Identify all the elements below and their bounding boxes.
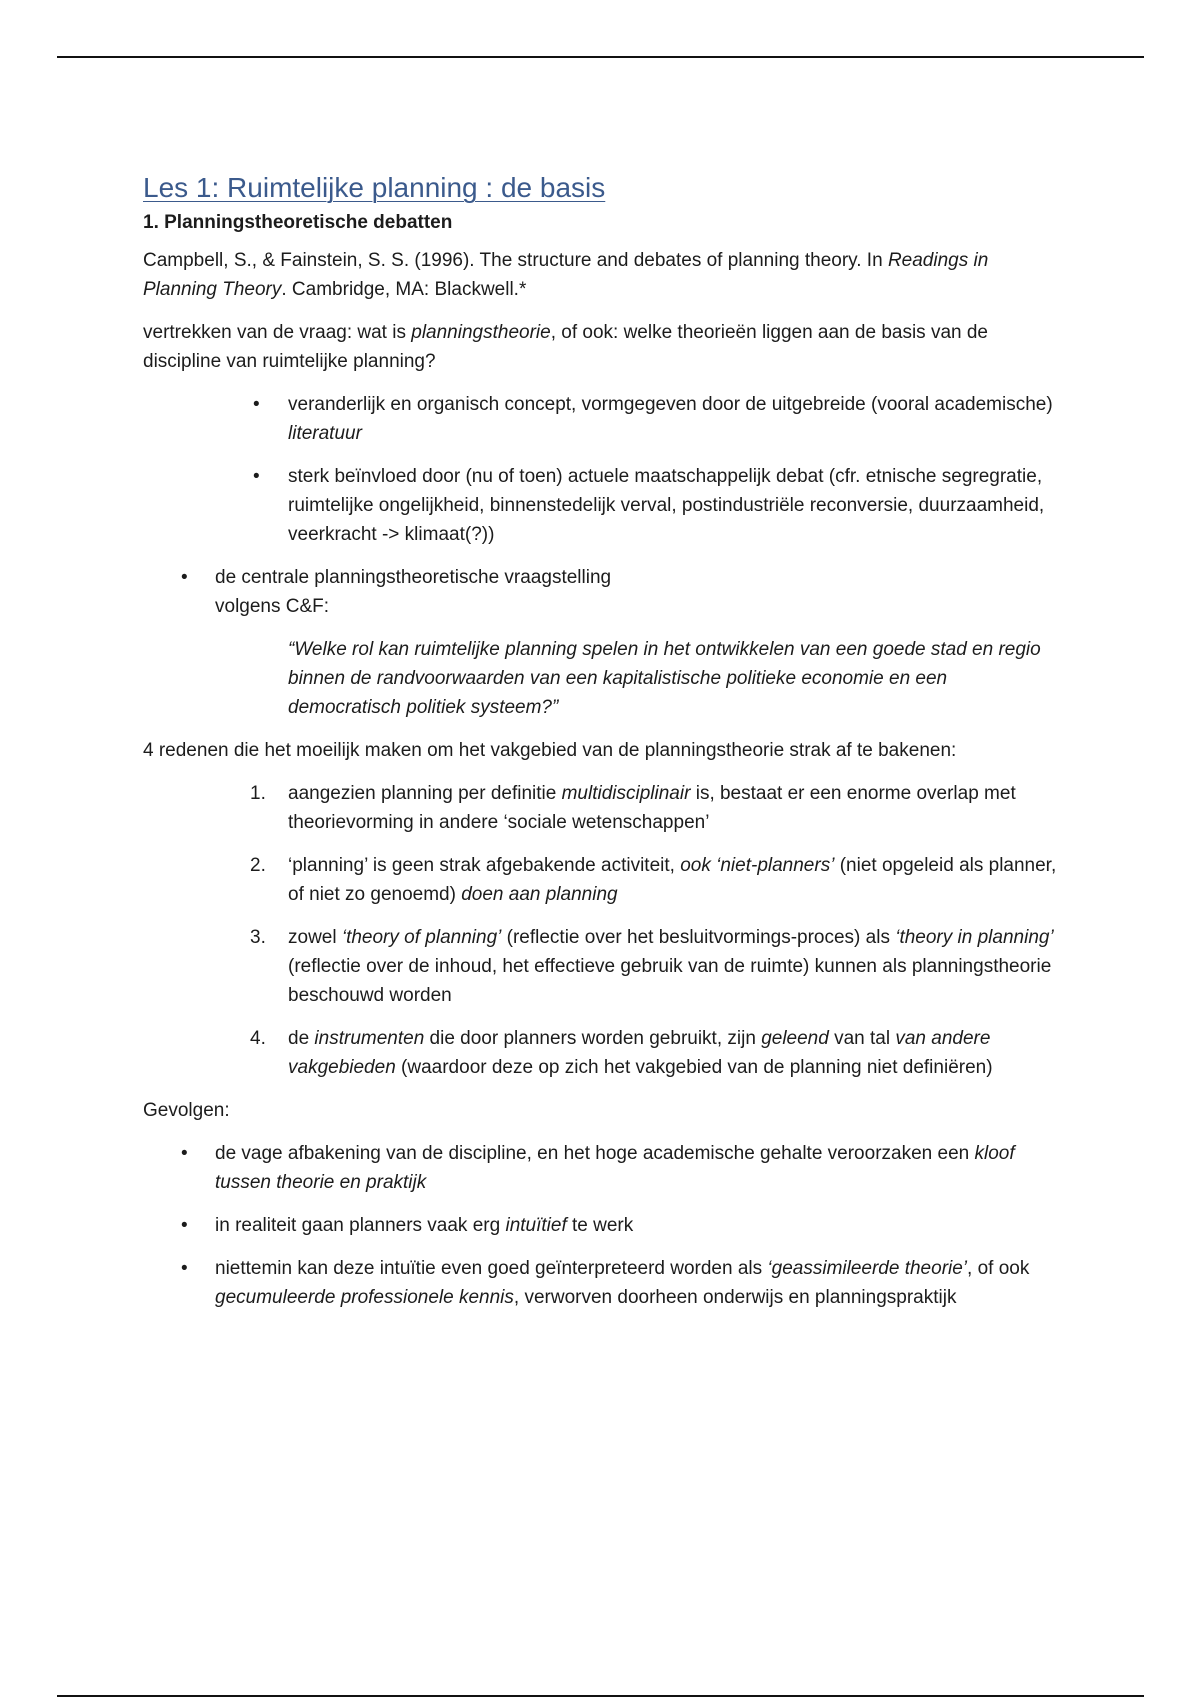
reason-item: 1. aangezien planning per definitie multidisciplinair is, bestaat er een enorme overlap met theorievorming in andere ‘sociale wetenschappen’	[250, 783, 1016, 833]
citation: Campbell, S., & Fainstein, S. S. (1996). The structure and debates of planning theory. In Readings in Planning Theory. Cambridge, MA: Blackwell.*	[143, 250, 989, 300]
bullet-icon: •	[181, 1143, 188, 1164]
bullet-icon: •	[181, 1258, 188, 1279]
bullet-icon: •	[253, 394, 260, 415]
top-rule	[57, 56, 1144, 58]
central-question-bullet: • de centrale planningstheoretische vraagstelling volgens C&F:	[143, 563, 1063, 621]
reason-item: 3. zowel ‘theory of planning’ (reflectie over het besluitvormings-proces) als ‘theory in planning’ (reflectie over de inhoud, het effectieve gebruik van de ruimte) kunnen als planningstheorie beschouwd worden	[250, 927, 1054, 1006]
intro-paragraph: vertrekken van de vraag: wat is planningstheorie, of ook: welke theorieën liggen aan de basis van de discipline van ruimtelijke planning?	[143, 322, 988, 372]
gevolg-bullet: • de vage afbakening van de discipline, en het hoge academische gehalte veroorzaken een kloof tussen theorie en praktijk	[143, 1139, 1063, 1197]
section-heading: 1. Planningstheoretische debatten	[143, 212, 453, 233]
reasons-intro: 4 redenen die het moeilijk maken om het vakgebied van de planningstheorie strak af te bakenen:	[143, 740, 957, 761]
quote: “Welke rol kan ruimtelijke planning spelen in het ontwikkelen van een goede stad en regio binnen de randvoorwaarden van een kapitalistische politieke economie en een democratisch politiek systeem?”	[288, 639, 1041, 718]
document-page	[143, 168, 1063, 1326]
sub-bullet: • sterk beïnvloed door (nu of toen) actuele maatschappelijk debat (cfr. etnische segregratie, ruimtelijke ongelijkheid, binnenstedelijk verval, postindustriële reconversie, duurzaamheid, veerkracht -> klimaat(?))	[143, 462, 1063, 549]
gevolgen-label: Gevolgen:	[143, 1100, 230, 1121]
reason-item: 4. de instrumenten die door planners worden gebruikt, zijn geleend van tal van andere vakgebieden (waardoor deze op zich het vakgebied van de planning niet definiëren)	[250, 1028, 993, 1078]
sub-bullet: • veranderlijk en organisch concept, vormgegeven door de uitgebreide (vooral academische) literatuur	[143, 390, 1063, 448]
bullet-icon: •	[253, 466, 260, 487]
bottom-rule	[57, 1695, 1144, 1697]
bullet-icon: •	[181, 1215, 188, 1236]
bullet-icon: •	[181, 567, 188, 588]
gevolg-bullet: • in realiteit gaan planners vaak erg intuïtief te werk	[143, 1211, 1063, 1240]
reason-item: 2. ‘planning’ is geen strak afgebakende activiteit, ook ‘niet-planners’ (niet opgeleid als planner, of niet zo genoemd) doen aan planning	[250, 855, 1057, 905]
gevolg-bullet: • niettemin kan deze intuïtie even goed geïnterpreteerd worden als ‘geassimileerde theorie’, of ook gecumuleerde professionele kennis, verworven doorheen onderwijs en planningspraktijk	[143, 1254, 1063, 1312]
page-title: Les 1: Ruimtelijke planning : de basis	[143, 172, 606, 203]
